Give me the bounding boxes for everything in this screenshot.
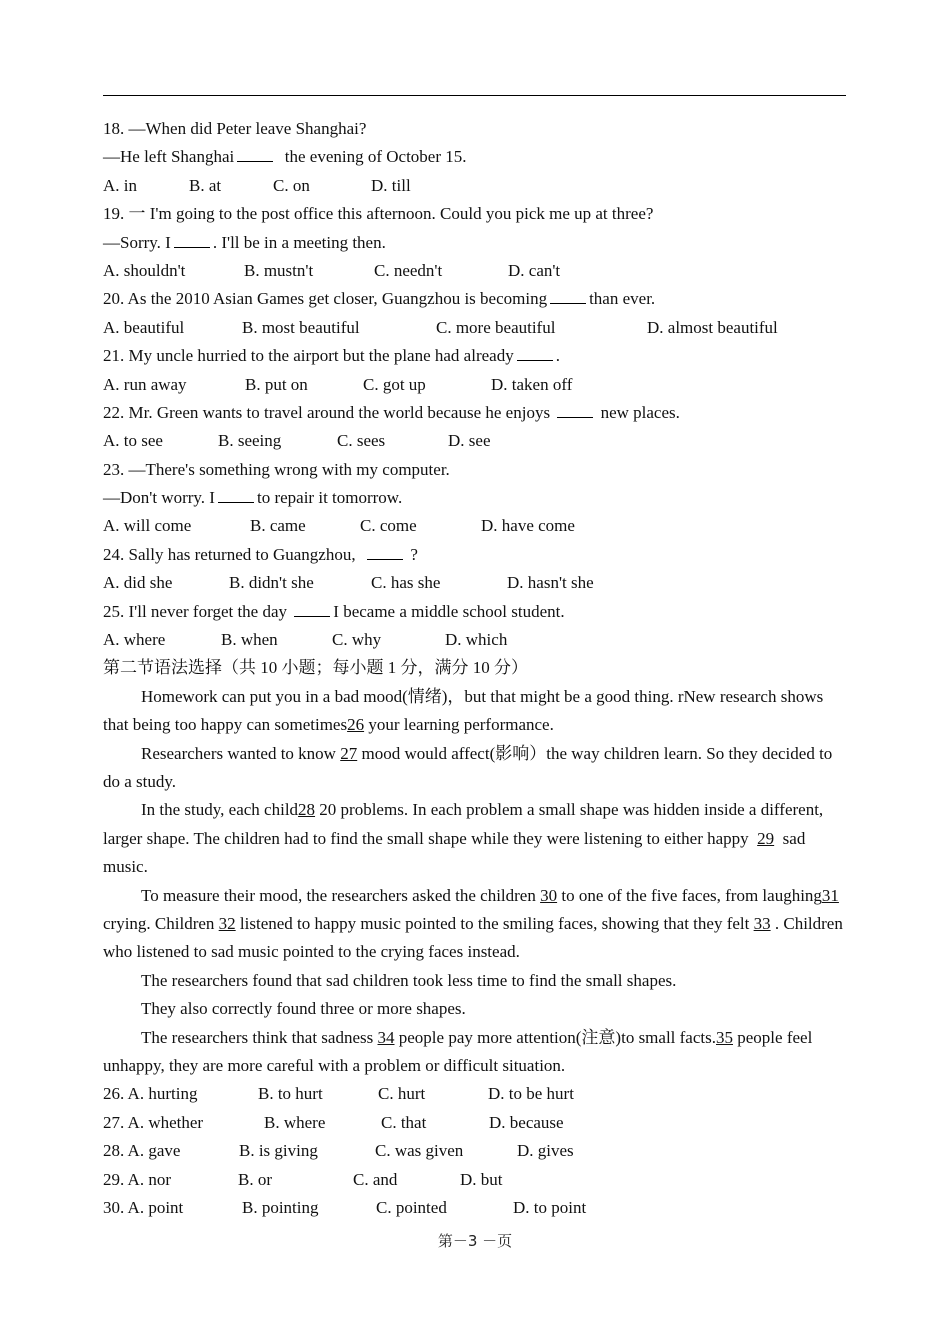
q19-reply-part-b: . I'll be in a meeting then. — [212, 232, 386, 252]
q19-reply — [103, 229, 848, 257]
option-d: D. can't — [508, 260, 561, 280]
q23-reply-part-a: —Don't worry. I — [103, 488, 215, 508]
paragraph-text: people pay more attention(注意)to small facts. — [398, 1027, 716, 1047]
answer-blank — [174, 233, 210, 248]
header-rule — [103, 95, 846, 96]
blank-number: 32 — [218, 914, 236, 934]
q20-stem — [103, 285, 848, 313]
option-a: A. run away — [103, 374, 187, 394]
paragraph-text: mood would affect(影响）the way children learn. So they decided to do a study. — [103, 743, 833, 792]
answer-blank — [218, 488, 254, 503]
option-b: B. to hurt — [258, 1084, 323, 1104]
option-c: C. that — [381, 1112, 427, 1132]
blank-number: 27 — [340, 743, 358, 763]
q21-stem-part-b: . — [555, 346, 560, 366]
paragraph-text: 20 problems. In each problem a small shape was hidden inside a different, larger shape. The children had to find the small shape while they were listening to either happy — [103, 800, 824, 848]
q20-stem-part-b: than ever. — [589, 289, 656, 309]
q19-options — [103, 257, 848, 285]
option-c: C. needn't — [374, 260, 443, 280]
blank-number: 33 — [753, 914, 771, 934]
option-c: C. more beautiful — [436, 317, 556, 337]
paragraph-text: people feel unhappy, they are more careful with a problem or difficult situation. — [103, 1027, 813, 1076]
option-a: 29. A. nor — [103, 1169, 171, 1189]
paragraph-text: your learning performance. — [368, 715, 554, 735]
option-c: C. and — [353, 1169, 398, 1189]
blank-number: 34 — [377, 1027, 395, 1047]
blank-number: 26 — [347, 715, 365, 735]
q22-stem-part-a: 22. Mr. Green wants to travel around the world because he enjoys — [103, 402, 551, 422]
q21-stem — [103, 342, 848, 370]
passage-paragraph-1 — [103, 683, 848, 740]
option-b: B. seeing — [218, 431, 282, 451]
option-b: B. most beautiful — [242, 317, 360, 337]
blank-number: 30 — [540, 885, 558, 905]
option-b: B. is giving — [239, 1141, 318, 1161]
answer-blank — [550, 289, 586, 304]
option-b: B. where — [264, 1112, 326, 1132]
option-d: D. to point — [513, 1198, 587, 1218]
q24-options — [103, 569, 848, 597]
option-b: B. mustn't — [244, 260, 314, 280]
q25-stem — [103, 598, 848, 626]
option-a: 30. A. point — [103, 1198, 184, 1218]
q19-stem: 19. 一 I'm going to the post office this afternoon. Could you pick me up at three? — [103, 204, 654, 224]
option-d: D. till — [371, 175, 411, 195]
option-c: C. come — [360, 516, 417, 536]
option-c: C. was given — [375, 1141, 464, 1161]
option-d: D. to be hurt — [488, 1084, 574, 1104]
option-d: D. hasn't she — [507, 573, 594, 593]
answer-blank — [517, 346, 553, 361]
option-a: A. shouldn't — [103, 260, 186, 280]
paragraph-text: . Children who listened to sad music pointed to the crying faces instead. — [103, 914, 843, 962]
option-b: B. came — [250, 516, 306, 536]
q23-reply — [103, 484, 848, 512]
paragraph-text: Researchers wanted to know — [141, 743, 336, 763]
paragraph-text: to one of the five faces, from laughing — [561, 885, 822, 905]
option-c: C. pointed — [376, 1198, 447, 1218]
q21-stem-part-a: 21. My uncle hurried to the airport but the plane had already — [103, 346, 514, 366]
option-b: B. didn't she — [229, 573, 314, 593]
option-d: D. which — [445, 630, 508, 650]
paragraph-text: To measure their mood, the researchers asked the children — [141, 885, 536, 905]
q23-stem: 23. —There's something wrong with my computer. — [103, 459, 450, 479]
q18-stem: 18. —When did Peter leave Shanghai? — [103, 119, 367, 138]
paragraph-text: sad music. — [103, 828, 806, 877]
answer-blank — [557, 403, 593, 418]
option-d: D. taken off — [491, 374, 573, 394]
q26-options — [103, 1080, 848, 1108]
option-a: A. to see — [103, 431, 163, 451]
passage-paragraph-7 — [103, 1024, 848, 1081]
q23-options — [103, 512, 848, 540]
option-c: C. got up — [363, 374, 426, 394]
option-a: A. in — [103, 175, 137, 195]
blank-number: 28 — [298, 800, 316, 820]
passage-paragraph-6: They also correctly found three or more shapes. — [141, 999, 466, 1019]
q20-options — [103, 314, 848, 342]
q18-options — [103, 172, 848, 200]
q18-reply — [103, 143, 848, 171]
passage-paragraph-3 — [103, 796, 848, 881]
exam-content — [103, 115, 848, 1222]
blank-number: 29 — [757, 828, 775, 848]
option-a: 26. A. hurting — [103, 1084, 198, 1104]
paragraph-text: listened to happy music pointed to the smiling faces, showing that they felt — [239, 914, 750, 934]
option-b: B. or — [238, 1169, 272, 1189]
option-b: B. put on — [245, 374, 308, 394]
option-d: D. have come — [481, 516, 575, 536]
blank-number: 35 — [716, 1027, 733, 1047]
q29-options — [103, 1166, 848, 1194]
section-title: 第二节语法选择（共 10 小题；每小题 1 分，满分 10 分） — [103, 658, 528, 678]
q19-reply-part-a: —Sorry. I — [103, 232, 171, 252]
option-a: A. beautiful — [103, 317, 185, 337]
passage-paragraph-5: The researchers found that sad children took less time to find the small shapes. — [141, 970, 677, 990]
option-a: A. will come — [103, 516, 192, 536]
q22-stem-part-b: new places. — [600, 402, 680, 422]
q25-stem-part-b: I became a middle school student. — [333, 601, 565, 621]
paragraph-text: crying. Children — [103, 914, 215, 934]
option-a: A. where — [103, 630, 166, 650]
passage-paragraph-2 — [103, 740, 848, 797]
q18-reply-part-b: the evening of October 15. — [284, 147, 467, 167]
q20-stem-part-a: 20. As the 2010 Asian Games get closer, Guangzhou is becoming — [103, 289, 548, 309]
option-a: A. did she — [103, 573, 173, 593]
q18-reply-part-a: —He left Shanghai — [103, 147, 235, 167]
option-b: B. at — [189, 175, 222, 195]
option-b: B. when — [221, 630, 278, 650]
option-d: D. because — [489, 1112, 564, 1132]
option-c: C. on — [273, 175, 310, 195]
option-c: C. hurt — [378, 1084, 426, 1104]
option-d: D. almost beautiful — [647, 317, 778, 337]
answer-blank — [367, 545, 403, 560]
q27-options — [103, 1109, 848, 1137]
option-c: C. has she — [371, 573, 441, 593]
q24-stem-part-a: 24. Sally has returned to Guangzhou, — [103, 544, 356, 564]
blank-number: 31 — [821, 885, 839, 905]
passage-paragraph-4 — [103, 882, 848, 967]
option-a: 28. A. gave — [103, 1141, 181, 1161]
paragraph-text: In the study, each child — [141, 800, 299, 820]
option-d: D. gives — [517, 1141, 574, 1161]
q22-options — [103, 427, 848, 455]
q24-stem-part-b: ? — [410, 544, 418, 564]
q21-options — [103, 371, 848, 399]
option-b: B. pointing — [242, 1198, 319, 1218]
answer-blank — [237, 147, 273, 162]
paragraph-text: The researchers think that sadness — [141, 1027, 374, 1047]
option-a: 27. A. whether — [103, 1112, 204, 1132]
q25-options — [103, 626, 848, 654]
option-c: C. why — [332, 630, 382, 650]
q25-stem-part-a: 25. I'll never forget the day — [103, 601, 288, 621]
paragraph-text: Homework can put you in a bad mood(情绪)，but that might be a good thing. rNew research shows that being too happy can sometimes — [103, 686, 824, 735]
q30-options — [103, 1194, 848, 1222]
q22-stem — [103, 399, 848, 427]
option-d: D. see — [448, 431, 491, 451]
q28-options — [103, 1137, 848, 1165]
option-c: C. sees — [337, 431, 386, 451]
answer-blank — [294, 602, 330, 617]
option-d: D. but — [460, 1169, 503, 1189]
page-footer: 第－3 －页 — [437, 1232, 513, 1250]
q24-stem — [103, 541, 848, 569]
q23-reply-part-b: to repair it tomorrow. — [256, 488, 403, 508]
